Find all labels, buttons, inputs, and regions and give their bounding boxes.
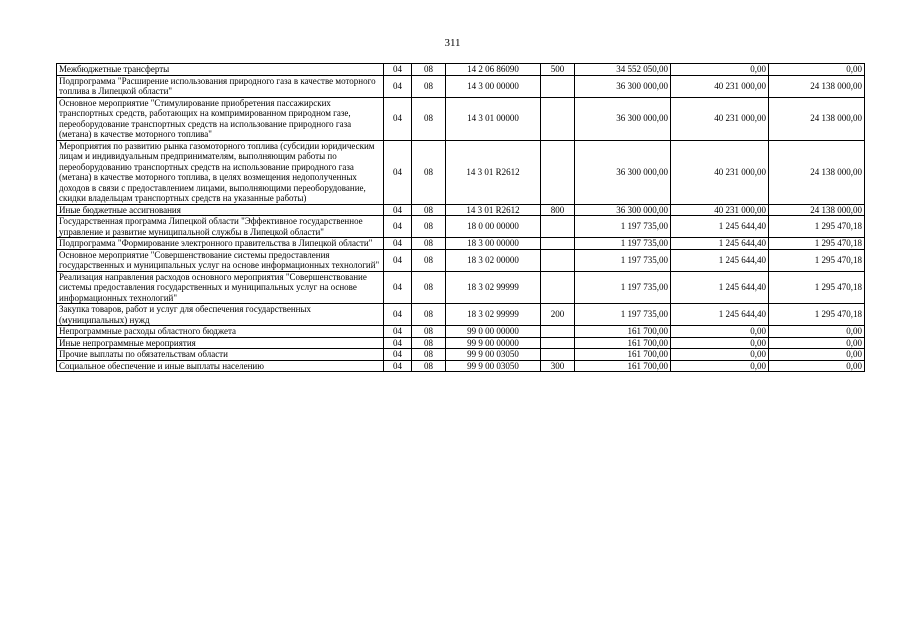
amount-year1-cell: 161 700,00 [575, 360, 671, 372]
table-row [57, 216, 865, 238]
expense-type-cell [541, 326, 575, 338]
section-cell: 04 [384, 75, 412, 97]
amount-year2-cell: 0,00 [671, 349, 769, 361]
subsection-cell: 08 [412, 140, 446, 204]
amount-year1-cell: 1 197 735,00 [575, 271, 671, 304]
section-cell: 04 [384, 204, 412, 216]
table-row [57, 271, 865, 304]
amount-year1-cell: 1 197 735,00 [575, 216, 671, 238]
table-row [57, 337, 865, 349]
item-name-cell: Иные непрограммные мероприятия [57, 337, 384, 349]
section-cell: 04 [384, 271, 412, 304]
table-row [57, 204, 865, 216]
amount-year1-cell: 161 700,00 [575, 337, 671, 349]
expense-type-cell [541, 75, 575, 97]
section-cell: 04 [384, 140, 412, 204]
table-row [57, 140, 865, 204]
target-code-cell: 99 9 00 03050 [446, 360, 541, 372]
item-name-cell: Мероприятия по развитию рынка газомоторного топлива (субсидии юридическим лицам и индивидуальным предпринимателям, выполняющим работы по переоборудованию транспортных средств на использование природного газа (метана) в качестве моторного топлива, в целях возмещения недополученных доходов в связи с предоставлением лицами, выполняющими переоборудование, скидки владельцам транспортных средств на указанные работы) [57, 140, 384, 204]
section-cell: 04 [384, 249, 412, 271]
amount-year3-cell: 24 138 000,00 [769, 140, 865, 204]
subsection-cell: 08 [412, 238, 446, 250]
target-code-cell: 14 3 01 R2612 [446, 204, 541, 216]
table-row [57, 75, 865, 97]
target-code-cell: 18 3 02 99999 [446, 271, 541, 304]
amount-year1-cell: 1 197 735,00 [575, 238, 671, 250]
subsection-cell: 08 [412, 360, 446, 372]
target-code-cell: 14 2 06 86090 [446, 64, 541, 76]
page-number: 311 [444, 37, 461, 49]
expense-type-cell [541, 349, 575, 361]
amount-year3-cell: 1 295 470,18 [769, 249, 865, 271]
amount-year2-cell: 1 245 644,40 [671, 271, 769, 304]
subsection-cell: 08 [412, 249, 446, 271]
target-code-cell: 99 9 00 00000 [446, 337, 541, 349]
table-row [57, 349, 865, 361]
target-code-cell: 99 9 00 03050 [446, 349, 541, 361]
amount-year2-cell: 0,00 [671, 64, 769, 76]
section-cell: 04 [384, 349, 412, 361]
amount-year2-cell: 40 231 000,00 [671, 140, 769, 204]
target-code-cell: 99 0 00 00000 [446, 326, 541, 338]
amount-year2-cell: 0,00 [671, 337, 769, 349]
table-row [57, 304, 865, 326]
target-code-cell: 18 3 02 00000 [446, 249, 541, 271]
budget-table-body [57, 64, 865, 372]
target-code-cell: 14 3 01 00000 [446, 97, 541, 140]
amount-year3-cell: 0,00 [769, 360, 865, 372]
amount-year3-cell: 24 138 000,00 [769, 97, 865, 140]
item-name-cell: Основное мероприятие "Совершенствование системы предоставления государственных и муниципальных услуг на основе информационных технологий" [57, 249, 384, 271]
table-row [57, 64, 865, 76]
amount-year2-cell: 1 245 644,40 [671, 249, 769, 271]
table-row [57, 97, 865, 140]
amount-year3-cell: 0,00 [769, 349, 865, 361]
table-row [57, 249, 865, 271]
target-code-cell: 18 0 00 00000 [446, 216, 541, 238]
subsection-cell: 08 [412, 204, 446, 216]
section-cell: 04 [384, 97, 412, 140]
item-name-cell: Реализация направления расходов основного мероприятия "Совершенствование системы предоставления государственных и муниципальных услуг на основе информационных технологий" [57, 271, 384, 304]
item-name-cell: Межбюджетные трансферты [57, 64, 384, 76]
expense-type-cell [541, 337, 575, 349]
amount-year2-cell: 1 245 644,40 [671, 216, 769, 238]
section-cell: 04 [384, 326, 412, 338]
target-code-cell: 18 3 02 99999 [446, 304, 541, 326]
amount-year3-cell: 1 295 470,18 [769, 304, 865, 326]
subsection-cell: 08 [412, 326, 446, 338]
amount-year1-cell: 34 552 050,00 [575, 64, 671, 76]
section-cell: 04 [384, 304, 412, 326]
amount-year3-cell: 0,00 [769, 337, 865, 349]
expense-type-cell [541, 271, 575, 304]
item-name-cell: Закупка товаров, работ и услуг для обеспечения государственных (муниципальных) нужд [57, 304, 384, 326]
amount-year1-cell: 161 700,00 [575, 326, 671, 338]
expense-type-cell: 500 [541, 64, 575, 76]
amount-year2-cell: 40 231 000,00 [671, 204, 769, 216]
subsection-cell: 08 [412, 216, 446, 238]
expense-type-cell: 300 [541, 360, 575, 372]
item-name-cell: Прочие выплаты по обязательствам области [57, 349, 384, 361]
expense-type-cell [541, 238, 575, 250]
amount-year3-cell: 1 295 470,18 [769, 216, 865, 238]
amount-year3-cell: 0,00 [769, 64, 865, 76]
section-cell: 04 [384, 216, 412, 238]
section-cell: 04 [384, 238, 412, 250]
amount-year2-cell: 40 231 000,00 [671, 75, 769, 97]
section-cell: 04 [384, 337, 412, 349]
expense-type-cell [541, 216, 575, 238]
budget-table [56, 63, 865, 372]
item-name-cell: Непрограммные расходы областного бюджета [57, 326, 384, 338]
amount-year2-cell: 1 245 644,40 [671, 304, 769, 326]
item-name-cell: Государственная программа Липецкой области "Эффективное государственное управление и развитие муниципальной службы в Липецкой области" [57, 216, 384, 238]
subsection-cell: 08 [412, 64, 446, 76]
subsection-cell: 08 [412, 75, 446, 97]
section-cell: 04 [384, 360, 412, 372]
section-cell: 04 [384, 64, 412, 76]
amount-year3-cell: 1 295 470,18 [769, 238, 865, 250]
amount-year1-cell: 1 197 735,00 [575, 249, 671, 271]
amount-year1-cell: 36 300 000,00 [575, 97, 671, 140]
table-row [57, 360, 865, 372]
amount-year2-cell: 0,00 [671, 326, 769, 338]
subsection-cell: 08 [412, 304, 446, 326]
subsection-cell: 08 [412, 271, 446, 304]
amount-year1-cell: 161 700,00 [575, 349, 671, 361]
expense-type-cell: 800 [541, 204, 575, 216]
expense-type-cell [541, 249, 575, 271]
item-name-cell: Иные бюджетные ассигнования [57, 204, 384, 216]
expense-type-cell [541, 97, 575, 140]
subsection-cell: 08 [412, 337, 446, 349]
amount-year3-cell: 1 295 470,18 [769, 271, 865, 304]
subsection-cell: 08 [412, 349, 446, 361]
amount-year3-cell: 0,00 [769, 326, 865, 338]
amount-year3-cell: 24 138 000,00 [769, 75, 865, 97]
amount-year2-cell: 1 245 644,40 [671, 238, 769, 250]
target-code-cell: 14 3 01 R2612 [446, 140, 541, 204]
expense-type-cell: 200 [541, 304, 575, 326]
expense-type-cell [541, 140, 575, 204]
amount-year1-cell: 36 300 000,00 [575, 204, 671, 216]
item-name-cell: Социальное обеспечение и иные выплаты населению [57, 360, 384, 372]
target-code-cell: 14 3 00 00000 [446, 75, 541, 97]
amount-year2-cell: 40 231 000,00 [671, 97, 769, 140]
amount-year1-cell: 36 300 000,00 [575, 75, 671, 97]
amount-year1-cell: 36 300 000,00 [575, 140, 671, 204]
table-row [57, 238, 865, 250]
table-row [57, 326, 865, 338]
amount-year2-cell: 0,00 [671, 360, 769, 372]
target-code-cell: 18 3 00 00000 [446, 238, 541, 250]
item-name-cell: Подпрограмма "Расширение использования природного газа в качестве моторного топлива в Липецкой области" [57, 75, 384, 97]
amount-year1-cell: 1 197 735,00 [575, 304, 671, 326]
item-name-cell: Основное мероприятие "Стимулирование приобретения пассажирских транспортных средств, работающих на компримированном природном газе, переоборудование транспортных средств на использование природного газа (метана) в качестве моторного топлива" [57, 97, 384, 140]
item-name-cell: Подпрограмма "Формирование электронного правительства в Липецкой области" [57, 238, 384, 250]
amount-year3-cell: 24 138 000,00 [769, 204, 865, 216]
subsection-cell: 08 [412, 97, 446, 140]
